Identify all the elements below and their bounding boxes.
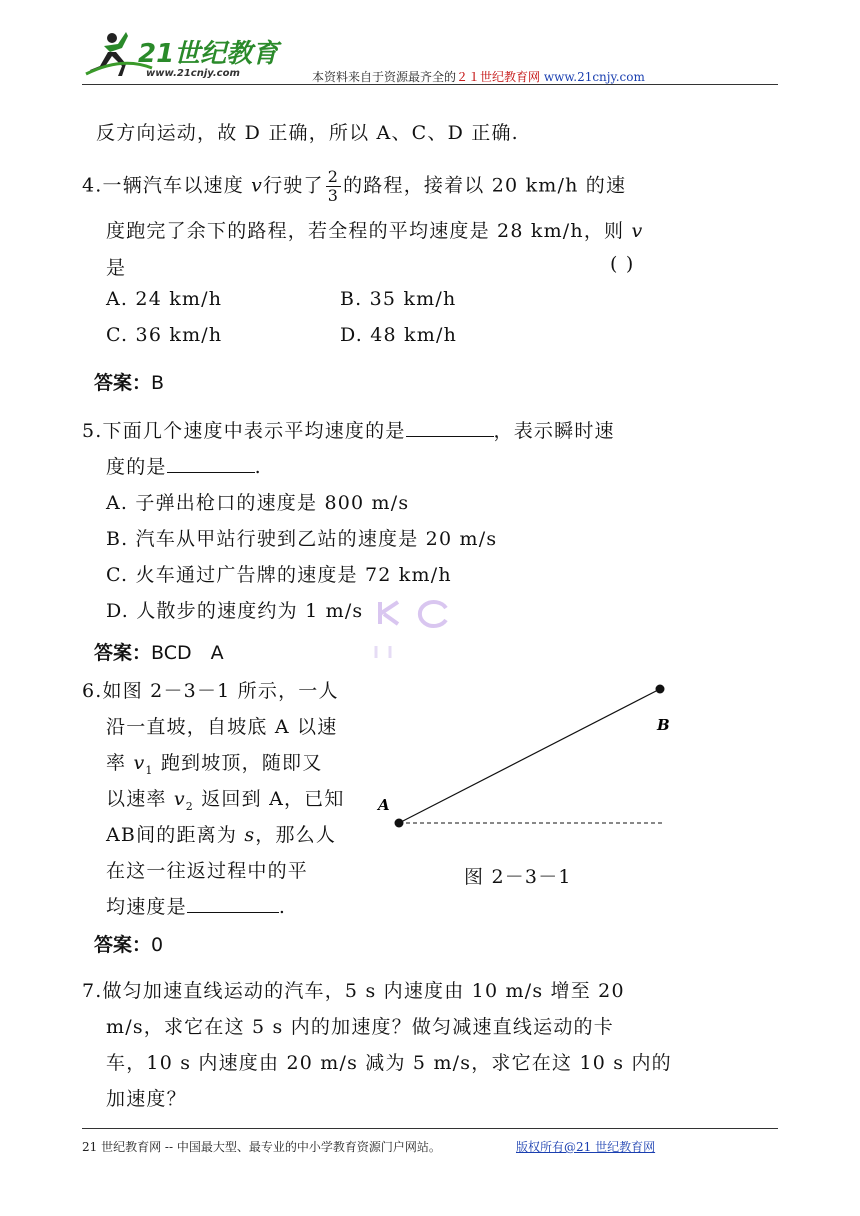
- point-a-dot: [395, 819, 404, 828]
- q6-text: AB间的距离为: [106, 824, 245, 846]
- q6-line-1: 6.如图 2－3－1 所示，一人: [82, 680, 339, 702]
- q6-text: 率: [106, 752, 134, 774]
- notice-url[interactable]: www.21cnjy.com: [543, 70, 645, 84]
- q7-line-2: m/s，求它在这 5 s 内的加速度？做匀减速直线运动的卡: [106, 1016, 614, 1038]
- q6-line-3: [106, 748, 322, 777]
- frac-denominator: 3: [327, 186, 340, 205]
- var-v2: v: [173, 788, 186, 810]
- label-a: A: [378, 796, 390, 814]
- q6-line-5: [106, 820, 336, 847]
- q4-answer: [94, 368, 164, 395]
- subscript: 1: [145, 763, 154, 777]
- q4-text: 行驶了: [263, 174, 324, 197]
- q5-text: ，表示瞬时速: [493, 420, 615, 442]
- logo-url: www.21cnjy.com: [146, 68, 240, 79]
- answer-label: 答案：: [94, 934, 152, 956]
- q4-option-a: A. 24 km/h: [106, 288, 223, 310]
- notice-prefix: 本资料来自于资源最齐全的: [312, 70, 457, 84]
- watermark-fragment: [370, 594, 460, 664]
- point-b-dot: [656, 685, 665, 694]
- q6-text: 返回到 A，已知: [193, 788, 345, 810]
- footer-divider: [82, 1128, 778, 1129]
- q4-var-v: v: [631, 220, 644, 242]
- q6-answer: [94, 930, 163, 957]
- var-v1: v: [133, 752, 146, 774]
- slope-figure: [370, 676, 670, 836]
- q6-line-4: [106, 784, 345, 813]
- q7-line-4: 加速度？: [106, 1088, 187, 1110]
- figure-caption: 图 2－3－1: [464, 866, 572, 888]
- q5-answer: [94, 638, 224, 665]
- fill-blank: [167, 454, 255, 473]
- q5-option-c: C. 火车通过广告牌的速度是 72 km/h: [106, 564, 452, 586]
- label-b: B: [657, 716, 670, 734]
- q5-option-d: D. 人散步的速度约为 1 m/s: [106, 600, 364, 622]
- answer-label: 答案：: [94, 372, 152, 394]
- subscript: 2: [185, 799, 194, 813]
- fraction-two-thirds: [326, 168, 341, 205]
- header-notice: [312, 68, 645, 85]
- q4-line-1: [82, 168, 626, 205]
- site-logo: [82, 26, 282, 84]
- frac-numerator: 2: [327, 167, 340, 186]
- q4-text: 的路程，接着以 20 km/h 的速: [343, 174, 627, 197]
- answer-paren: ( ): [610, 253, 635, 275]
- q6-line-6: 在这一往返过程中的平: [106, 860, 309, 882]
- q5-text: .: [254, 456, 262, 478]
- q4-text: 4.一辆汽车以速度: [82, 174, 252, 197]
- q5-text: 5.下面几个速度中表示平均速度的是: [82, 420, 406, 442]
- header-divider: [82, 84, 778, 85]
- q6-line-2: 沿一直坡，自坡底 A 以速: [106, 716, 338, 738]
- slope-line: [399, 689, 660, 823]
- q6-line-7: [106, 892, 286, 919]
- q5-line-2: [106, 452, 262, 479]
- q4-var-v: v: [251, 174, 264, 197]
- q4-text: 度跑完了余下的路程，若全程的平均速度是 28 km/h，则: [106, 220, 632, 242]
- q4-option-b: B. 35 km/h: [340, 288, 457, 310]
- q6-text: ，那么人: [255, 824, 337, 846]
- q4-option-d: D. 48 km/h: [340, 324, 458, 346]
- q4-option-c: C. 36 km/h: [106, 324, 223, 346]
- q6-text: .: [278, 896, 287, 918]
- q7-line-1: 7.做匀加速直线运动的汽车，5 s 内速度由 10 m/s 增至 20: [82, 980, 625, 1002]
- text-line: 反方向运动，故 D 正确，所以 A、C、D 正确.: [96, 122, 519, 144]
- answer-value: BCD A: [151, 642, 224, 664]
- q6-text: 均速度是: [106, 896, 187, 918]
- q5-text: 度的是: [106, 456, 167, 478]
- answer-value: 0: [151, 934, 164, 956]
- q6-text: 以速率: [106, 788, 174, 810]
- q5-line-1: [82, 416, 615, 443]
- copyright-link[interactable]: 版权所有@21 世纪教育网: [516, 1140, 656, 1154]
- q5-option-b: B. 汽车从甲站行驶到乙站的速度是 20 m/s: [106, 528, 498, 550]
- fill-blank: [187, 894, 279, 913]
- fill-blank: [406, 418, 494, 437]
- answer-label: 答案：: [94, 642, 152, 664]
- q4-line-3: 是: [106, 257, 127, 279]
- q6-text: 跑到坡顶，随即又: [153, 752, 323, 774]
- answer-value: B: [151, 372, 165, 394]
- logo-text: 21世纪教育: [138, 39, 279, 69]
- q7-line-3: 车，10 s 内速度由 20 m/s 减为 5 m/s，求它在这 10 s 内的: [106, 1052, 672, 1074]
- var-s: s: [244, 824, 256, 846]
- notice-site: ２１世纪教育网: [456, 70, 541, 84]
- footer-text: 21 世纪教育网 -- 中国最大型、最专业的中小学教育资源门户网站。: [82, 1140, 441, 1154]
- q5-option-a: A. 子弹出枪口的速度是 800 m/s: [106, 492, 410, 514]
- q4-line-2: [106, 216, 643, 243]
